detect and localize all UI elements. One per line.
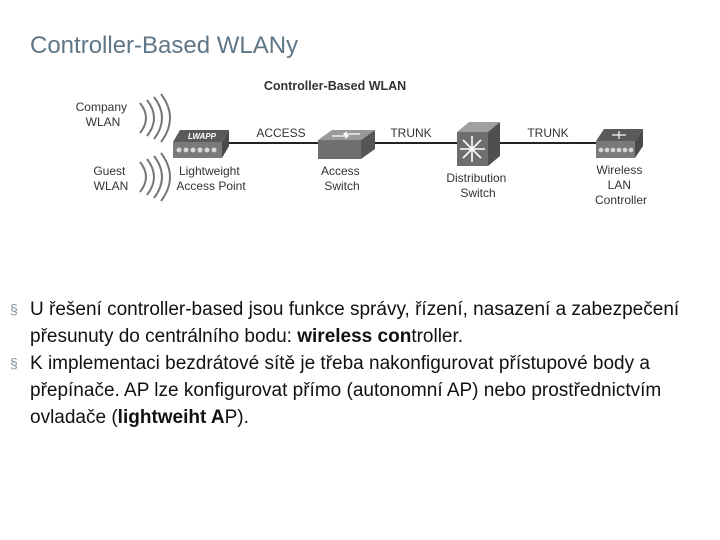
slide-title: Controller-Based WLANy — [30, 32, 299, 59]
access-switch-label: Access Switch — [320, 164, 360, 193]
trunk-link-label-1: TRUNK — [390, 126, 432, 140]
wlan-controller-label: Wireless LAN Controller — [594, 163, 648, 207]
wlan-controller-icon — [596, 129, 643, 158]
bullet-1-bold: wireless con — [297, 326, 412, 347]
company-radio-waves-icon — [140, 94, 170, 142]
bullet-item-1 — [10, 296, 716, 350]
bullet-2-bold: lightweiht A — [117, 407, 225, 428]
guest-radio-waves-icon — [140, 153, 170, 201]
guest-wlan-label: Guest WLAN — [93, 164, 129, 193]
trunk-link-label-2: TRUNK — [527, 126, 569, 140]
bullet-marker: § — [10, 355, 18, 371]
bullet-2-tail: P). — [224, 407, 249, 428]
bullet-1-tail: troller. — [411, 326, 464, 347]
access-switch-icon — [318, 130, 375, 159]
lwapp-badge: LWAPP — [187, 132, 217, 141]
bullet-1-text: U řešení controller-based jsou funkce správy, řízení, nasazení a zabezpečení přesunuty do centrálního bodu: — [30, 299, 680, 347]
distribution-switch-label: Distribution Switch — [446, 171, 507, 200]
bullet-list — [10, 296, 716, 431]
access-point-label: Lightweight Access Point — [176, 164, 246, 193]
bullet-marker: § — [10, 301, 18, 317]
network-diagram — [0, 0, 720, 240]
diagram-title: Controller-Based WLAN — [263, 79, 407, 93]
distribution-switch-icon — [457, 122, 500, 166]
bullet-2-text: K implementaci bezdrátové sítě je třeba nakonfigurovat přístupové body a přepínače. AP lze konfigurovat přímo (autonomní AP) nebo prostřednictvím ovladače ( — [30, 353, 662, 428]
company-wlan-label: Company WLAN — [75, 100, 128, 129]
bullet-item-2 — [10, 350, 716, 431]
access-link-label: ACCESS — [256, 126, 306, 140]
